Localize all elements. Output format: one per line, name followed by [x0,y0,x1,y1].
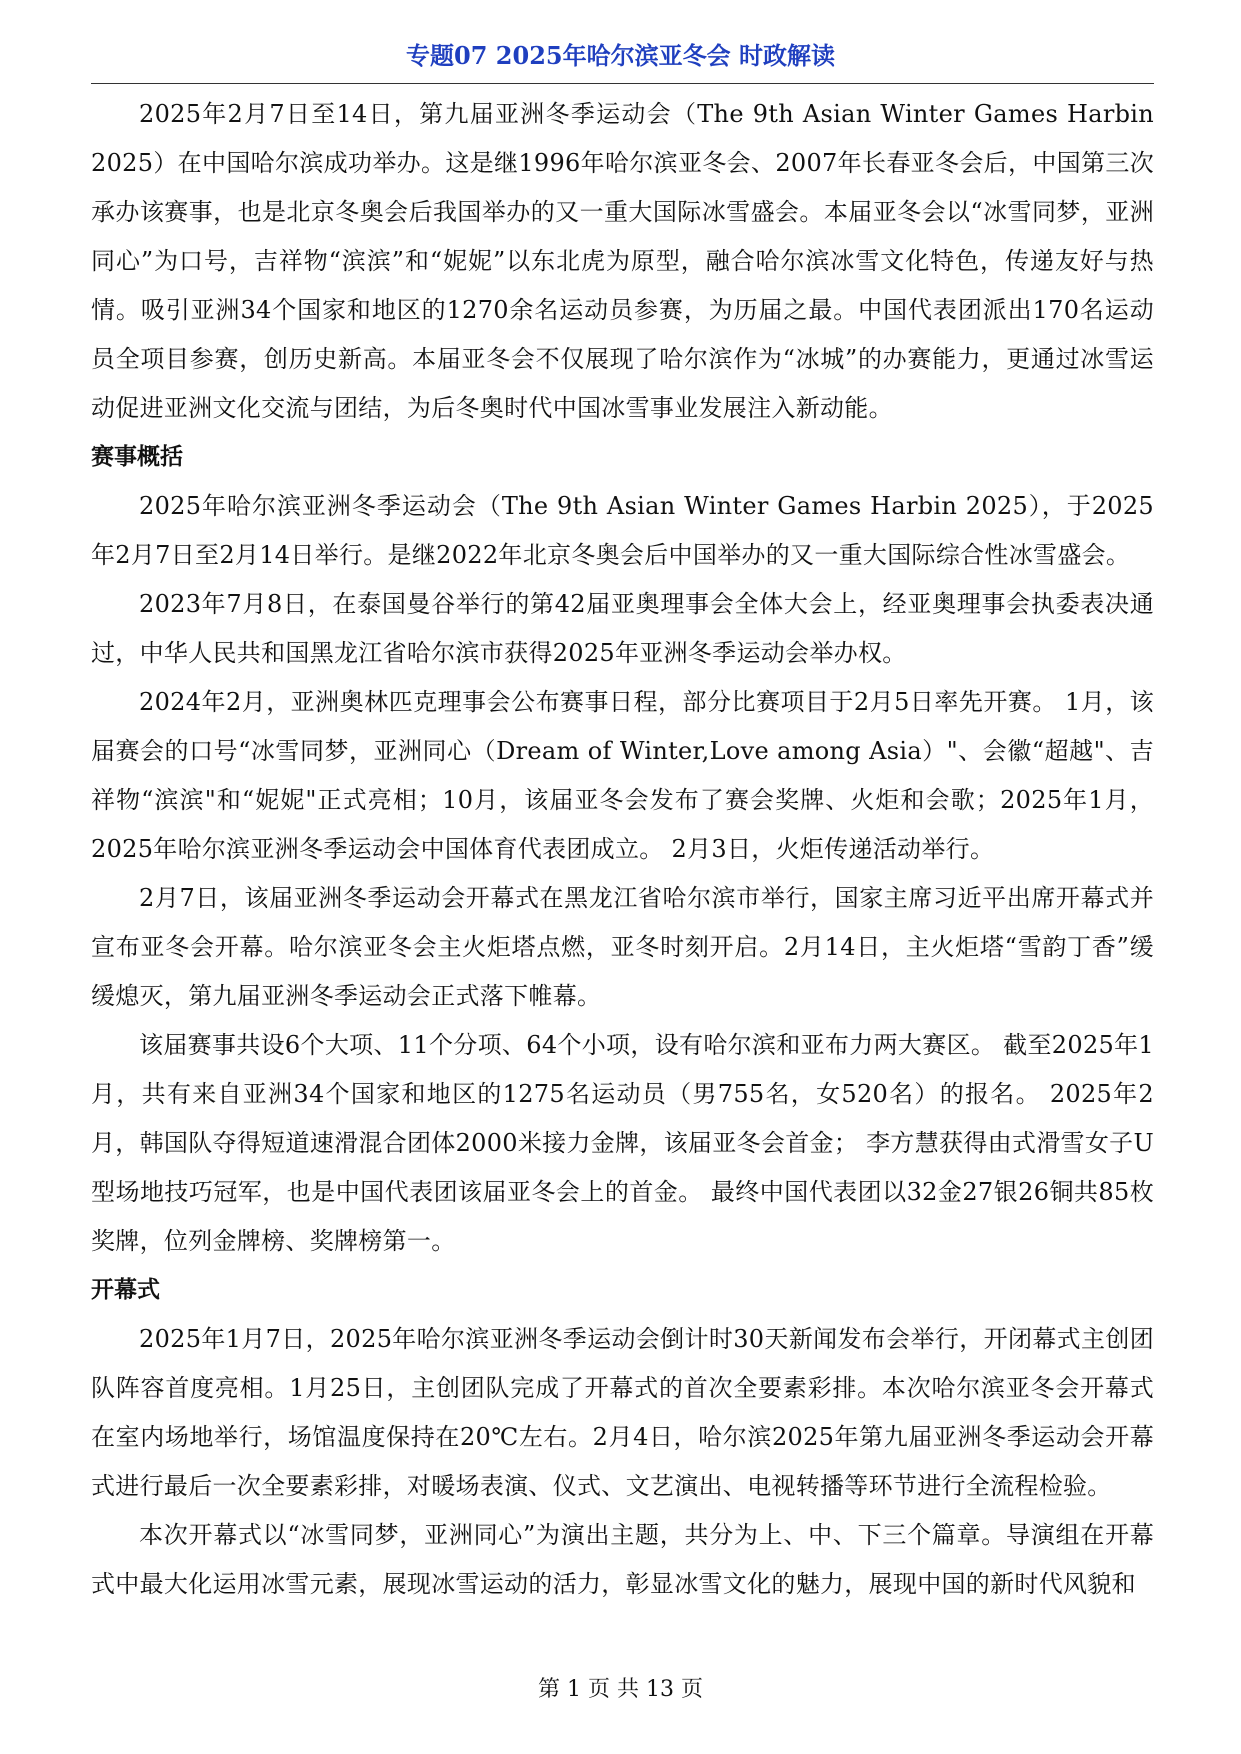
overview-paragraph-3: 2024年2月，亚洲奥林匹克理事会公布赛事日程，部分比赛项目于2月5日率先开赛。 1月，该届赛会的口号“冰雪同梦，亚洲同心（Dream of Winter,Love among Asia）"、会徽“超越"、吉祥物“滨滨"和“妮妮"正式亮相；10月，该届亚冬会发布了赛会奖牌、火炬和会歌；2025年1月，2025年哈尔滨亚洲冬季运动会中国体育代表团成立。 2月3日，火炬传递活动举行。 [91,688,1154,863]
overview-paragraph-4: 2月7日，该届亚洲冬季运动会开幕式在黑龙江省哈尔滨市举行，国家主席习近平出席开幕式并宣布亚冬会开幕。哈尔滨亚冬会主火炬塔点燃，亚冬时刻开启。2月14日，主火炬塔“雪韵丁香”缓缓熄灭，第九届亚洲冬季运动会正式落下帷幕。 [91,884,1154,1010]
overview-paragraph-2: 2023年7月8日，在泰国曼谷举行的第42届亚奥理事会全体大会上，经亚奥理事会执委表决通过，中华人民共和国黑龙江省哈尔滨市获得2025年亚洲冬季运动会举办权。 [91,590,1154,667]
intro-paragraph: 2025年2月7日至14日，第九届亚洲冬季运动会（The 9th Asian Winter Games Harbin 2025）在中国哈尔滨成功举办。这是继1996年哈尔滨亚冬会、2007年长春亚冬会后，中国第三次承办该赛事，也是北京冬奥会后我国举办的又一重大国际冰雪盛会。本届亚冬会以“冰雪同梦，亚洲同心”为口号，吉祥物“滨滨”和“妮妮”以东北虎为原型，融合哈尔滨冰雪文化特色，传递友好与热情。吸引亚洲34个国家和地区的1270余名运动员参赛，为历届之最。中国代表团派出170名运动员全项目参赛，创历史新高。本届亚冬会不仅展现了哈尔滨作为“冰城”的办赛能力，更通过冰雪运动促进亚洲文化交流与团结，为后冬奥时代中国冰雪事业发展注入新动能。 [91,100,1154,422]
opening-paragraph-2: 本次开幕式以“冰雪同梦，亚洲同心”为演出主题，共分为上、中、下三个篇章。导演组在开幕式中最大化运用冰雪元素，展现冰雪运动的活力，彰显冰雪文化的魅力，展现中国的新时代风貌和 [91,1521,1154,1598]
header-divider [91,83,1154,84]
opening-paragraph-1: 2025年1月7日，2025年哈尔滨亚洲冬季运动会倒计时30天新闻发布会举行，开闭幕式主创团队阵容首度亮相。1月25日，主创团队完成了开幕式的首次全要素彩排。本次哈尔滨亚冬会开幕式在室内场地举行，场馆温度保持在20℃左右。2月4日，哈尔滨2025年第九届亚洲冬季运动会开幕式进行最后一次全要素彩排，对暖场表演、仪式、文艺演出、电视转播等环节进行全流程检验。 [91,1325,1154,1500]
overview-paragraph-1: 2025年哈尔滨亚洲冬季运动会（The 9th Asian Winter Games Harbin 2025），于2025年2月7日至2月14日举行。是继2022年北京冬奥会后中国举办的又一重大国际综合性冰雪盛会。 [91,492,1154,569]
page-number-footer: 第 1 页 共 13 页 [538,1677,703,1702]
page-header-title: 专题07 2025年哈尔滨亚冬会 时政解读 [406,41,835,70]
section-heading-opening-ceremony: 开幕式 [91,1277,160,1303]
section-heading-overview: 赛事概括 [91,444,183,470]
document-body [91,90,1154,1609]
overview-paragraph-5: 该届赛事共设6个大项、11个分项、64个小项，设有哈尔滨和亚布力两大赛区。 截至2025年1月，共有来自亚洲34个国家和地区的1275名运动员（男755名，女520名）的报名。 2025年2月，韩国队夺得短道速滑混合团体2000米接力金牌，该届亚冬会首金； 李方慧获得由式滑雪女子U型场地技巧冠军，也是中国代表团该届亚冬会上的首金。 最终中国代表团以32金27银26铜共85枚奖牌，位列金牌榜、奖牌榜第一。 [91,1031,1154,1255]
